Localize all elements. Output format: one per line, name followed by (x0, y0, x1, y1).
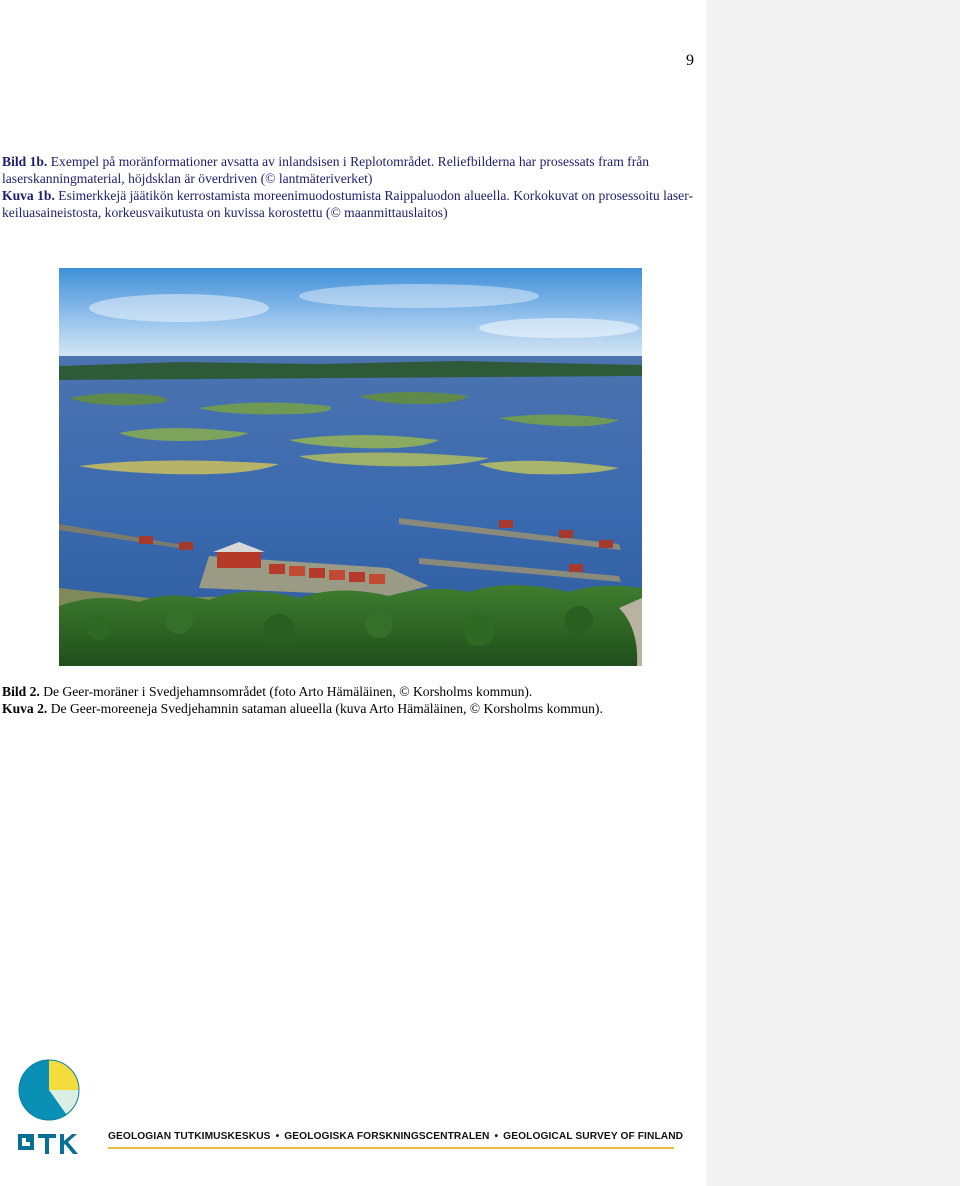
footer-organization-names (108, 1131, 683, 1142)
org-name-en: GEOLOGICAL SURVEY OF FINLAND (503, 1131, 684, 1142)
separator-dot: • (494, 1131, 499, 1142)
caption-fi (2, 187, 702, 221)
caption-bottom-sv-text: De Geer-moräner i Svedjehamnsområdet (foto Arto Hämäläinen, © Korsholms kommun). (43, 684, 533, 699)
caption-top (2, 153, 702, 221)
caption-bottom (2, 683, 702, 717)
caption-bottom-fi-label: Kuva 2. (2, 701, 48, 716)
caption-fi-text: Esimerkkejä jäätikön kerrostamista moreenimuodostumista Raippaluodon alueella. Korkokuvat on prosessoitu laser-keiluasaineistosta, korkeusvaikutusta on kuvissa korostettu (© maanmittauslaitos) (2, 188, 694, 220)
caption-sv-label: Bild 1b. (2, 154, 48, 169)
caption-sv-text: Exempel på moränformationer avsatta av inlandsisen i Replotområdet. Reliefbilderna har prosessats fram från laserskanningmaterial, höjdsklan är överdriven (© lantmäteriverket) (2, 154, 650, 186)
footer-rule (108, 1147, 674, 1149)
caption-bottom-fi (2, 700, 702, 717)
org-name-fi: GEOLOGIAN TUTKIMUSKESKUS (108, 1131, 271, 1142)
caption-bottom-sv (2, 683, 702, 700)
page-margin-panel (707, 0, 960, 1186)
separator-dot: • (275, 1131, 280, 1142)
caption-fi-label: Kuva 1b. (2, 188, 55, 203)
caption-sv (2, 153, 702, 187)
caption-bottom-fi-text: De Geer-moreeneja Svedjehamnin sataman alueella (kuva Arto Hämäläinen, © Korsholms kommun). (50, 701, 603, 716)
aerial-archipelago-photo (59, 268, 642, 666)
gtk-logo (16, 1058, 82, 1154)
caption-bottom-sv-label: Bild 2. (2, 684, 40, 699)
org-name-sv: GEOLOGISKA FORSKNINGSCENTRALEN (284, 1131, 490, 1142)
page-number: 9 (686, 52, 694, 69)
